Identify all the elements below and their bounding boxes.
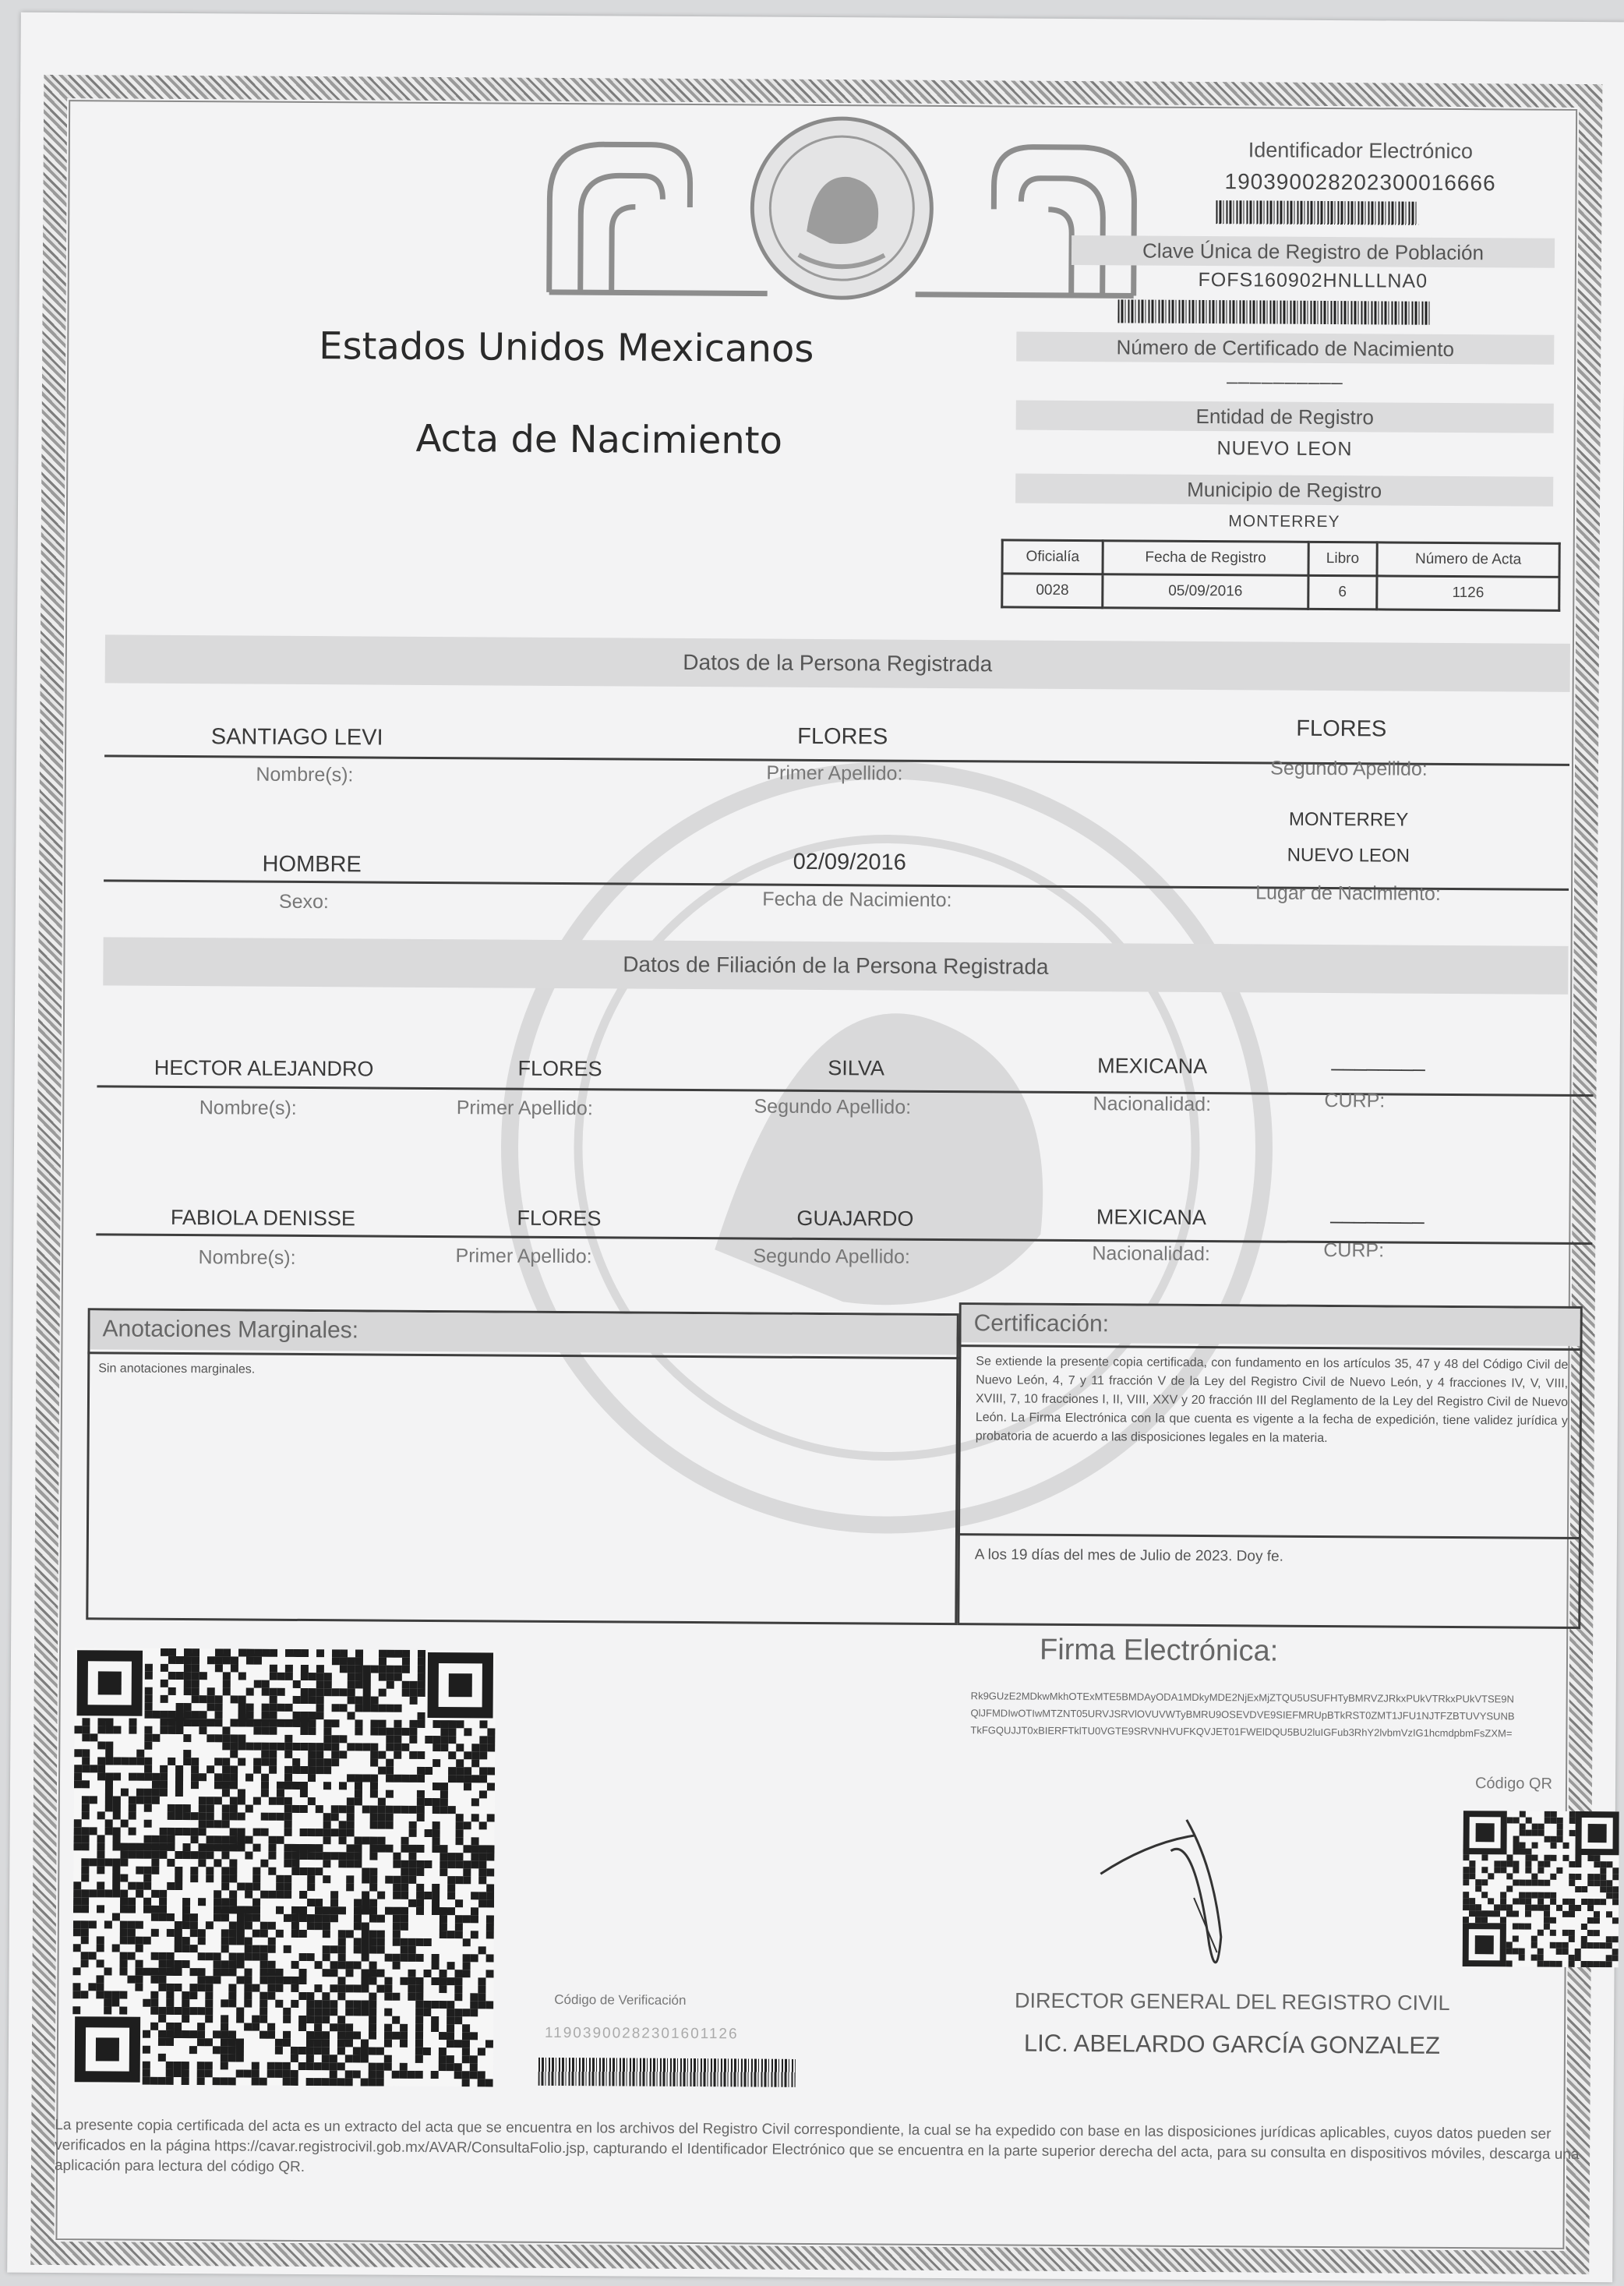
parent2-surname2-label: Segundo Apellido: (753, 1245, 911, 1268)
certification-text: Se extiende la presente copia certificada, con fundamento en los artículos 35, 47 y 48 del Código Civil de Nuevo León, 4, 7 y 11 fracción V de la Ley del Registro Civil de Nuevo León, y 4 fracciones IV, V, VIII, XVIII, 7, 10 fracciones I, II, VIII, XXV y 20 fracción III del Reglamento de la Ley del Registro Civil de Nuevo León. La Firma Electrónica con la que cuenta es vigente a la fecha de expedición, tiene validez jurídica y probatoria de acuerdo a las disposiciones legales en la materia. (975, 1355, 1569, 1446)
parent2-surname1-label: Primer Apellido: (455, 1245, 592, 1268)
person-section-header: Datos de la Persona Registrada (105, 634, 1570, 691)
person-birth-date: 02/09/2016 (793, 849, 906, 875)
verification-code-label: Código de Verificación (554, 1991, 687, 2008)
registry-header-cell: Libro (1308, 542, 1378, 576)
registry-header-cell: Oficialía (1002, 540, 1103, 574)
person-birth-place-label: Lugar de Nacimiento: (1255, 882, 1441, 905)
verification-barcode (538, 2058, 796, 2087)
parent1-surname1-label: Primer Apellido: (456, 1097, 593, 1120)
filiation-section-header: Datos de Filiación de la Persona Registrada (103, 937, 1568, 994)
registry-value-cell: 6 (1308, 575, 1377, 609)
registry-municipality-value: MONTERREY (1228, 512, 1340, 532)
parent1-nationality-label: Nacionalidad: (1093, 1093, 1212, 1116)
registry-municipality-label: Municipio de Registro (1015, 474, 1553, 507)
handwritten-signature (1092, 1804, 1311, 1984)
director-title: DIRECTOR GENERAL DEL REGISTRO CIVIL (1014, 1988, 1450, 2015)
parent1-curp: ________ (1331, 1048, 1425, 1072)
person-birth-state: NUEVO LEON (1287, 844, 1410, 867)
electronic-id-value: 190390028202300016666 (1224, 169, 1496, 196)
parent2-name-label: Nombre(s): (198, 1246, 296, 1269)
parent1-surname2: SILVA (828, 1056, 884, 1080)
large-qr-code (72, 1648, 496, 2086)
person-name: SANTIAGO LEVI (210, 724, 383, 751)
person-sex-label: Sexo: (278, 890, 329, 913)
person-surname2-label: Segundo Apellido: (1270, 757, 1428, 780)
annotations-text: Sin anotaciones marginales. (98, 1362, 256, 1376)
registry-value-cell: 05/09/2016 (1103, 574, 1308, 609)
document-title: Acta de Nacimiento (415, 416, 783, 463)
registry-header-cell: Número de Acta (1377, 542, 1559, 577)
curp-label: Clave Única de Registro de Población (1071, 235, 1555, 268)
person-birth-city: MONTERREY (1288, 808, 1409, 831)
annotations-title: Anotaciones Marginales: (90, 1310, 956, 1355)
certificate-number-value: __________ (1227, 362, 1343, 386)
parent1-name: HECTOR ALEJANDRO (154, 1055, 374, 1081)
footer-legal-text: La presente copia certificada del acta es un extracto del acta que se encuentra en los archivos del Registro Civil correspondiente, la cual se ha expedido con base en las disposiciones jurídicas aplicables, cuyos datos pueden ser verificados en la página https://cavar.registrocivil.gob.mx/AVAR/ConsultaFolio.jsp, capturando el Identificador Electrónico que se encuentra en la parte superior derecha del acta, para su consulta en dispositivos móviles, descarga una aplicación para lectura del código QR. (54, 2117, 1580, 2176)
director-name: LIC. ABELARDO GARCÍA GONZALEZ (1023, 2029, 1441, 2059)
parent2-surname1: FLORES (517, 1206, 602, 1231)
parent2-curp-label: CURP: (1323, 1238, 1385, 1262)
registry-value-cell: 0028 (1002, 574, 1103, 608)
parent1-surname1: FLORES (517, 1056, 602, 1081)
certification-title: Certificación: (961, 1305, 1580, 1346)
registry-entity-value: NUEVO LEON (1216, 437, 1353, 461)
parent1-curp-label: CURP: (1324, 1089, 1386, 1112)
registry-entity-label: Entidad de Registro (1016, 401, 1554, 433)
curp-barcode (1117, 299, 1429, 324)
electronic-signature-title: Firma Electrónica: (1039, 1633, 1279, 1668)
country-title: Estados Unidos Mexicanos (319, 324, 814, 371)
certification-date-line: A los 19 días del mes de Julio de 2023. Doy fe. (974, 1546, 1283, 1565)
electronic-signature-hash: Rk9GUzE2MDkwMkhOTExMTE5BMDAyODA1MDkyMDE2NjExMjZTQU5USUFHTyBMRVZJRkxPUkVTRkxPUkVTSE9NQlJFMDIwOTIwMTZNT05URVJSRVlOVUVWTyBMRU9OSEVDVE9SIEFMRUpBTkRST0ZMT1JFU1NJTFZBTUVYSUNBTkFGQUJJT0xBIERFTklTU0VGTE9SRVNHVUFKQVJET01FWElDQU5BU2luIGFub3RhY2lvbmVzIG1hcmdpbmFsZXM= (970, 1690, 1515, 1740)
certificate-number-label: Número de Certificado de Nacimiento (1016, 332, 1554, 365)
registry-table (1001, 539, 1561, 611)
person-sex: HOMBRE (262, 851, 362, 878)
parent1-surname2-label: Segundo Apellido: (754, 1095, 912, 1118)
registry-header-cell: Fecha de Registro (1103, 541, 1308, 576)
parent1-nationality: MEXICANA (1097, 1054, 1208, 1079)
small-qr-code (1463, 1811, 1619, 1967)
registry-table-header-row (1002, 540, 1559, 577)
person-name-label: Nombre(s): (256, 763, 354, 786)
registry-value-cell: 1126 (1377, 576, 1559, 610)
parent2-nationality: MEXICANA (1096, 1205, 1207, 1230)
national-crest (534, 97, 1151, 312)
electronic-id-label: Identificador Electrónico (1248, 138, 1473, 164)
qr-code-label: Código QR (1474, 1775, 1553, 1793)
birth-certificate-sheet (7, 12, 1624, 2283)
person-surname1-label: Primer Apellido: (766, 761, 903, 785)
parent2-name: FABIOLA DENISSE (170, 1205, 356, 1231)
parent2-curp: ________ (1330, 1200, 1425, 1224)
curp-value: FOFS160902HNLLLNA0 (1198, 268, 1428, 292)
parent2-surname2: GUAJARDO (796, 1206, 914, 1231)
person-birth-date-label: Fecha de Nacimiento: (762, 888, 952, 912)
person-surname2: FLORES (1296, 715, 1387, 742)
registry-table-value-row (1002, 574, 1559, 610)
certification-box (957, 1302, 1583, 1629)
parent1-name-label: Nombre(s): (199, 1097, 297, 1119)
verification-code-value: 11903900282301601126 (544, 2024, 739, 2043)
electronic-id-barcode (1216, 200, 1418, 225)
parent2-nationality-label: Nacionalidad: (1092, 1242, 1211, 1266)
person-surname1: FLORES (797, 723, 888, 750)
